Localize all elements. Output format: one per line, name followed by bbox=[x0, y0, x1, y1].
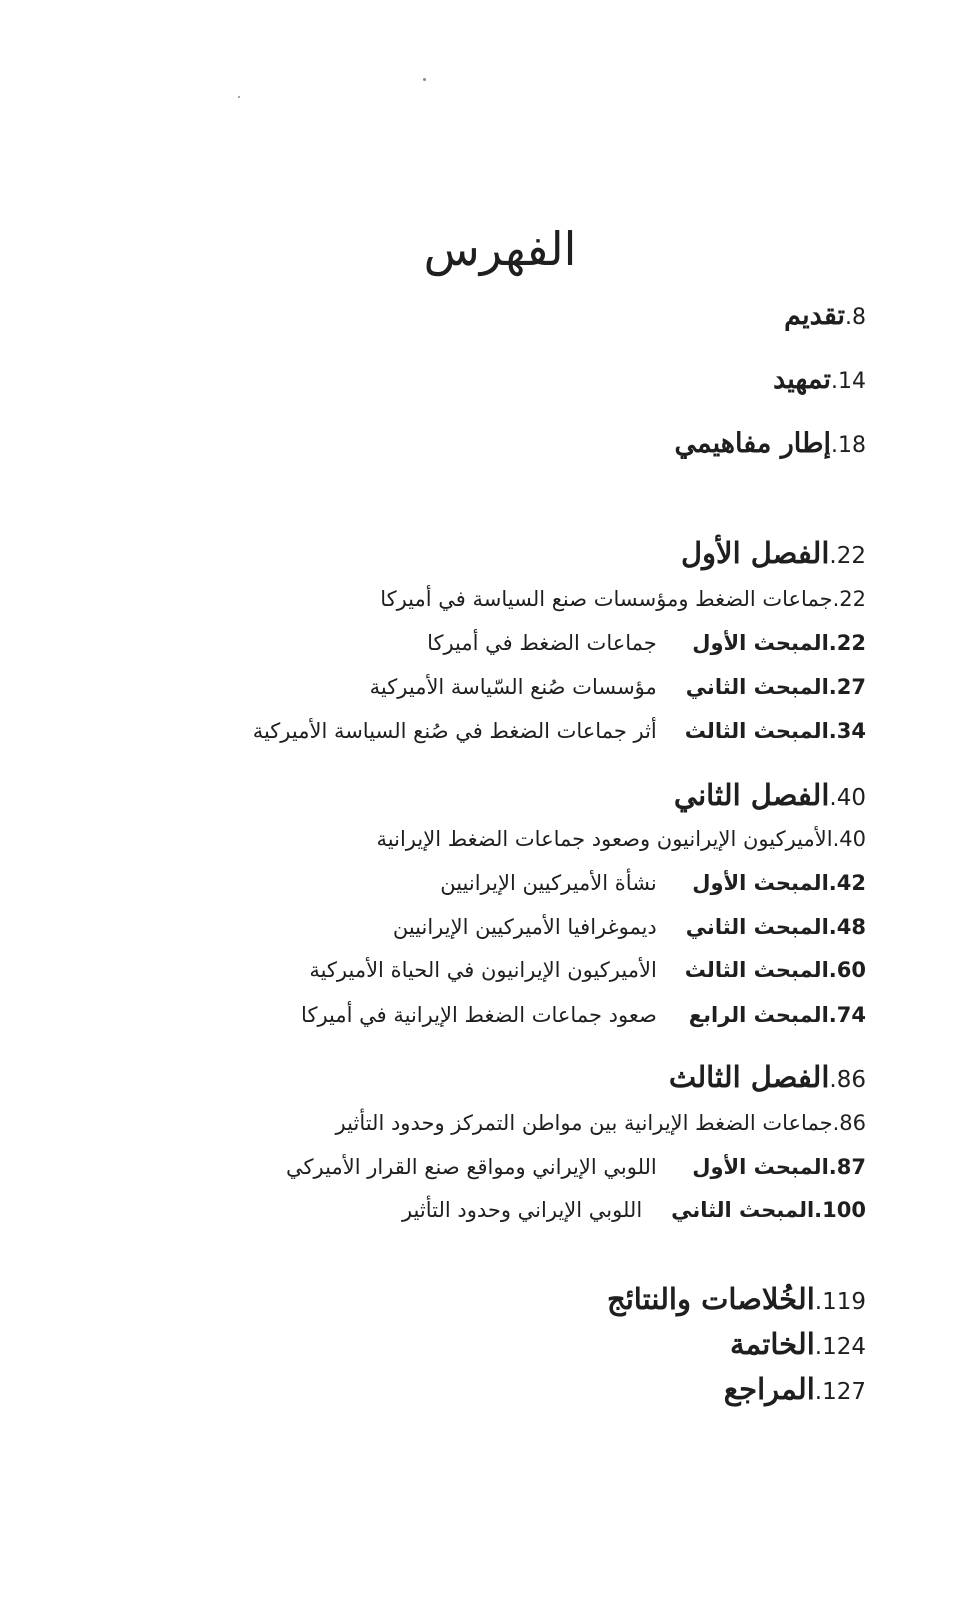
paper-speck bbox=[238, 96, 240, 98]
toc-entry: 14 . تمهيد bbox=[773, 364, 866, 395]
page-number: 48 bbox=[836, 915, 866, 939]
section-title: صعود جماعات الضغط الإيرانية في أميركا bbox=[301, 1003, 657, 1027]
section-label: المبحث الأول bbox=[692, 871, 829, 895]
section-title: أثر جماعات الضغط في صُنع السياسة الأميركية bbox=[252, 719, 657, 743]
page-number: 127 bbox=[822, 1379, 866, 1405]
chapter-summary: 40 . الأميركيون الإيرانيون وصعود جماعات الضغط الإيرانية bbox=[376, 827, 866, 851]
page-number: 22 bbox=[836, 631, 866, 655]
chapter-heading: 40 . الفصل الثاني bbox=[673, 778, 866, 812]
page-number: 100 bbox=[822, 1198, 866, 1222]
entry-title: إطار مفاهيمي bbox=[674, 428, 831, 459]
section-label: المبحث الرابع bbox=[688, 1003, 829, 1027]
toc-entry: 119 . الخُلاصات والنتائج bbox=[606, 1282, 866, 1316]
section-label: المبحث الثاني bbox=[685, 915, 829, 939]
chapter-title: الفصل الثالث bbox=[668, 1060, 830, 1094]
page-number: 42 bbox=[836, 871, 866, 895]
section-title: اللوبي الإيراني ومواقع صنع القرار الأميركي bbox=[286, 1155, 657, 1179]
summary-text: الأميركيون الإيرانيون وصعود جماعات الضغط الإيرانية bbox=[376, 827, 833, 851]
page-number: 40 bbox=[839, 827, 866, 851]
entry-title: الخاتمة bbox=[729, 1327, 815, 1361]
page-number: 86 bbox=[836, 1067, 866, 1093]
page-number: 87 bbox=[836, 1155, 866, 1179]
page-title: الفهرس bbox=[423, 222, 577, 276]
section-label: المبحث الثالث bbox=[684, 958, 829, 982]
section-label: المبحث الثاني bbox=[671, 1198, 815, 1222]
toc-entry: 127 . المراجع bbox=[723, 1372, 866, 1406]
chapter-heading: 86 . الفصل الثالث bbox=[668, 1060, 866, 1094]
entry-title: الخُلاصات والنتائج bbox=[606, 1282, 815, 1316]
page-number: 124 bbox=[822, 1334, 866, 1360]
toc-entry: 124 . الخاتمة bbox=[729, 1327, 866, 1361]
page-number: 40 bbox=[836, 785, 866, 811]
page-number: 14 bbox=[838, 369, 866, 394]
summary-text: جماعات الضغط ومؤسسات صنع السياسة في أميركا bbox=[380, 587, 833, 611]
chapter-heading: 22 . الفصل الأول bbox=[680, 536, 866, 570]
page-number: 22 bbox=[839, 587, 866, 611]
section-title: جماعات الضغط في أميركا bbox=[427, 631, 657, 655]
toc-entry: 8 . تقديم bbox=[784, 300, 866, 331]
page-number: 74 bbox=[836, 1003, 866, 1027]
chapter-title: الفصل الثاني bbox=[673, 778, 830, 812]
section-entry: 34 . المبحث الثالث أثر جماعات الضغط في صُنع السياسة الأميركية bbox=[252, 719, 866, 743]
chapter-summary: 22 . جماعات الضغط ومؤسسات صنع السياسة في أميركا bbox=[380, 587, 866, 611]
page-number: 86 bbox=[839, 1111, 866, 1135]
section-title: الأميركيون الإيرانيون في الحياة الأميركية bbox=[309, 958, 657, 982]
section-label: المبحث الثاني bbox=[685, 675, 829, 699]
page-number: 18 bbox=[838, 433, 866, 458]
chapter-title: الفصل الأول bbox=[680, 536, 830, 570]
page-number: 8 bbox=[852, 305, 866, 330]
section-title: نشأة الأميركيين الإيرانيين bbox=[440, 871, 657, 895]
page-number: 119 bbox=[822, 1289, 866, 1315]
section-entry: 48 . المبحث الثاني ديموغرافيا الأميركيين الإيرانيين bbox=[392, 915, 866, 939]
page-number: 27 bbox=[836, 675, 866, 699]
section-entry: 74 . المبحث الرابع صعود جماعات الضغط الإيرانية في أميركا bbox=[301, 1003, 866, 1027]
page-number: 22 bbox=[836, 543, 866, 569]
section-label: المبحث الأول bbox=[692, 1155, 829, 1179]
section-label: المبحث الأول bbox=[692, 631, 829, 655]
section-entry: 100 . المبحث الثاني اللوبي الإيراني وحدود التأثير bbox=[401, 1198, 866, 1222]
toc-entry: 18 . إطار مفاهيمي bbox=[674, 428, 866, 459]
summary-text: جماعات الضغط الإيرانية بين مواطن التمركز وحدود التأثير bbox=[335, 1111, 833, 1135]
page-number: 34 bbox=[836, 719, 866, 743]
section-entry: 87 . المبحث الأول اللوبي الإيراني ومواقع صنع القرار الأميركي bbox=[286, 1155, 866, 1179]
entry-title: المراجع bbox=[723, 1372, 815, 1406]
section-title: اللوبي الإيراني وحدود التأثير bbox=[401, 1198, 643, 1222]
section-title: ديموغرافيا الأميركيين الإيرانيين bbox=[392, 915, 657, 939]
section-entry: 27 . المبحث الثاني مؤسسات صُنع السّياسة الأميركية bbox=[369, 675, 866, 699]
section-entry: 60 . المبحث الثالث الأميركيون الإيرانيون في الحياة الأميركية bbox=[309, 958, 866, 982]
paper-speck bbox=[423, 78, 426, 81]
section-title: مؤسسات صُنع السّياسة الأميركية bbox=[369, 675, 657, 699]
section-entry: 22 . المبحث الأول جماعات الضغط في أميركا bbox=[427, 631, 866, 655]
entry-title: تمهيد bbox=[773, 364, 831, 395]
entry-title: تقديم bbox=[784, 300, 845, 331]
page-number: 60 bbox=[836, 958, 866, 982]
section-entry: 42 . المبحث الأول نشأة الأميركيين الإيرانيين bbox=[440, 871, 866, 895]
section-label: المبحث الثالث bbox=[684, 719, 829, 743]
chapter-summary: 86 . جماعات الضغط الإيرانية بين مواطن التمركز وحدود التأثير bbox=[335, 1111, 866, 1135]
